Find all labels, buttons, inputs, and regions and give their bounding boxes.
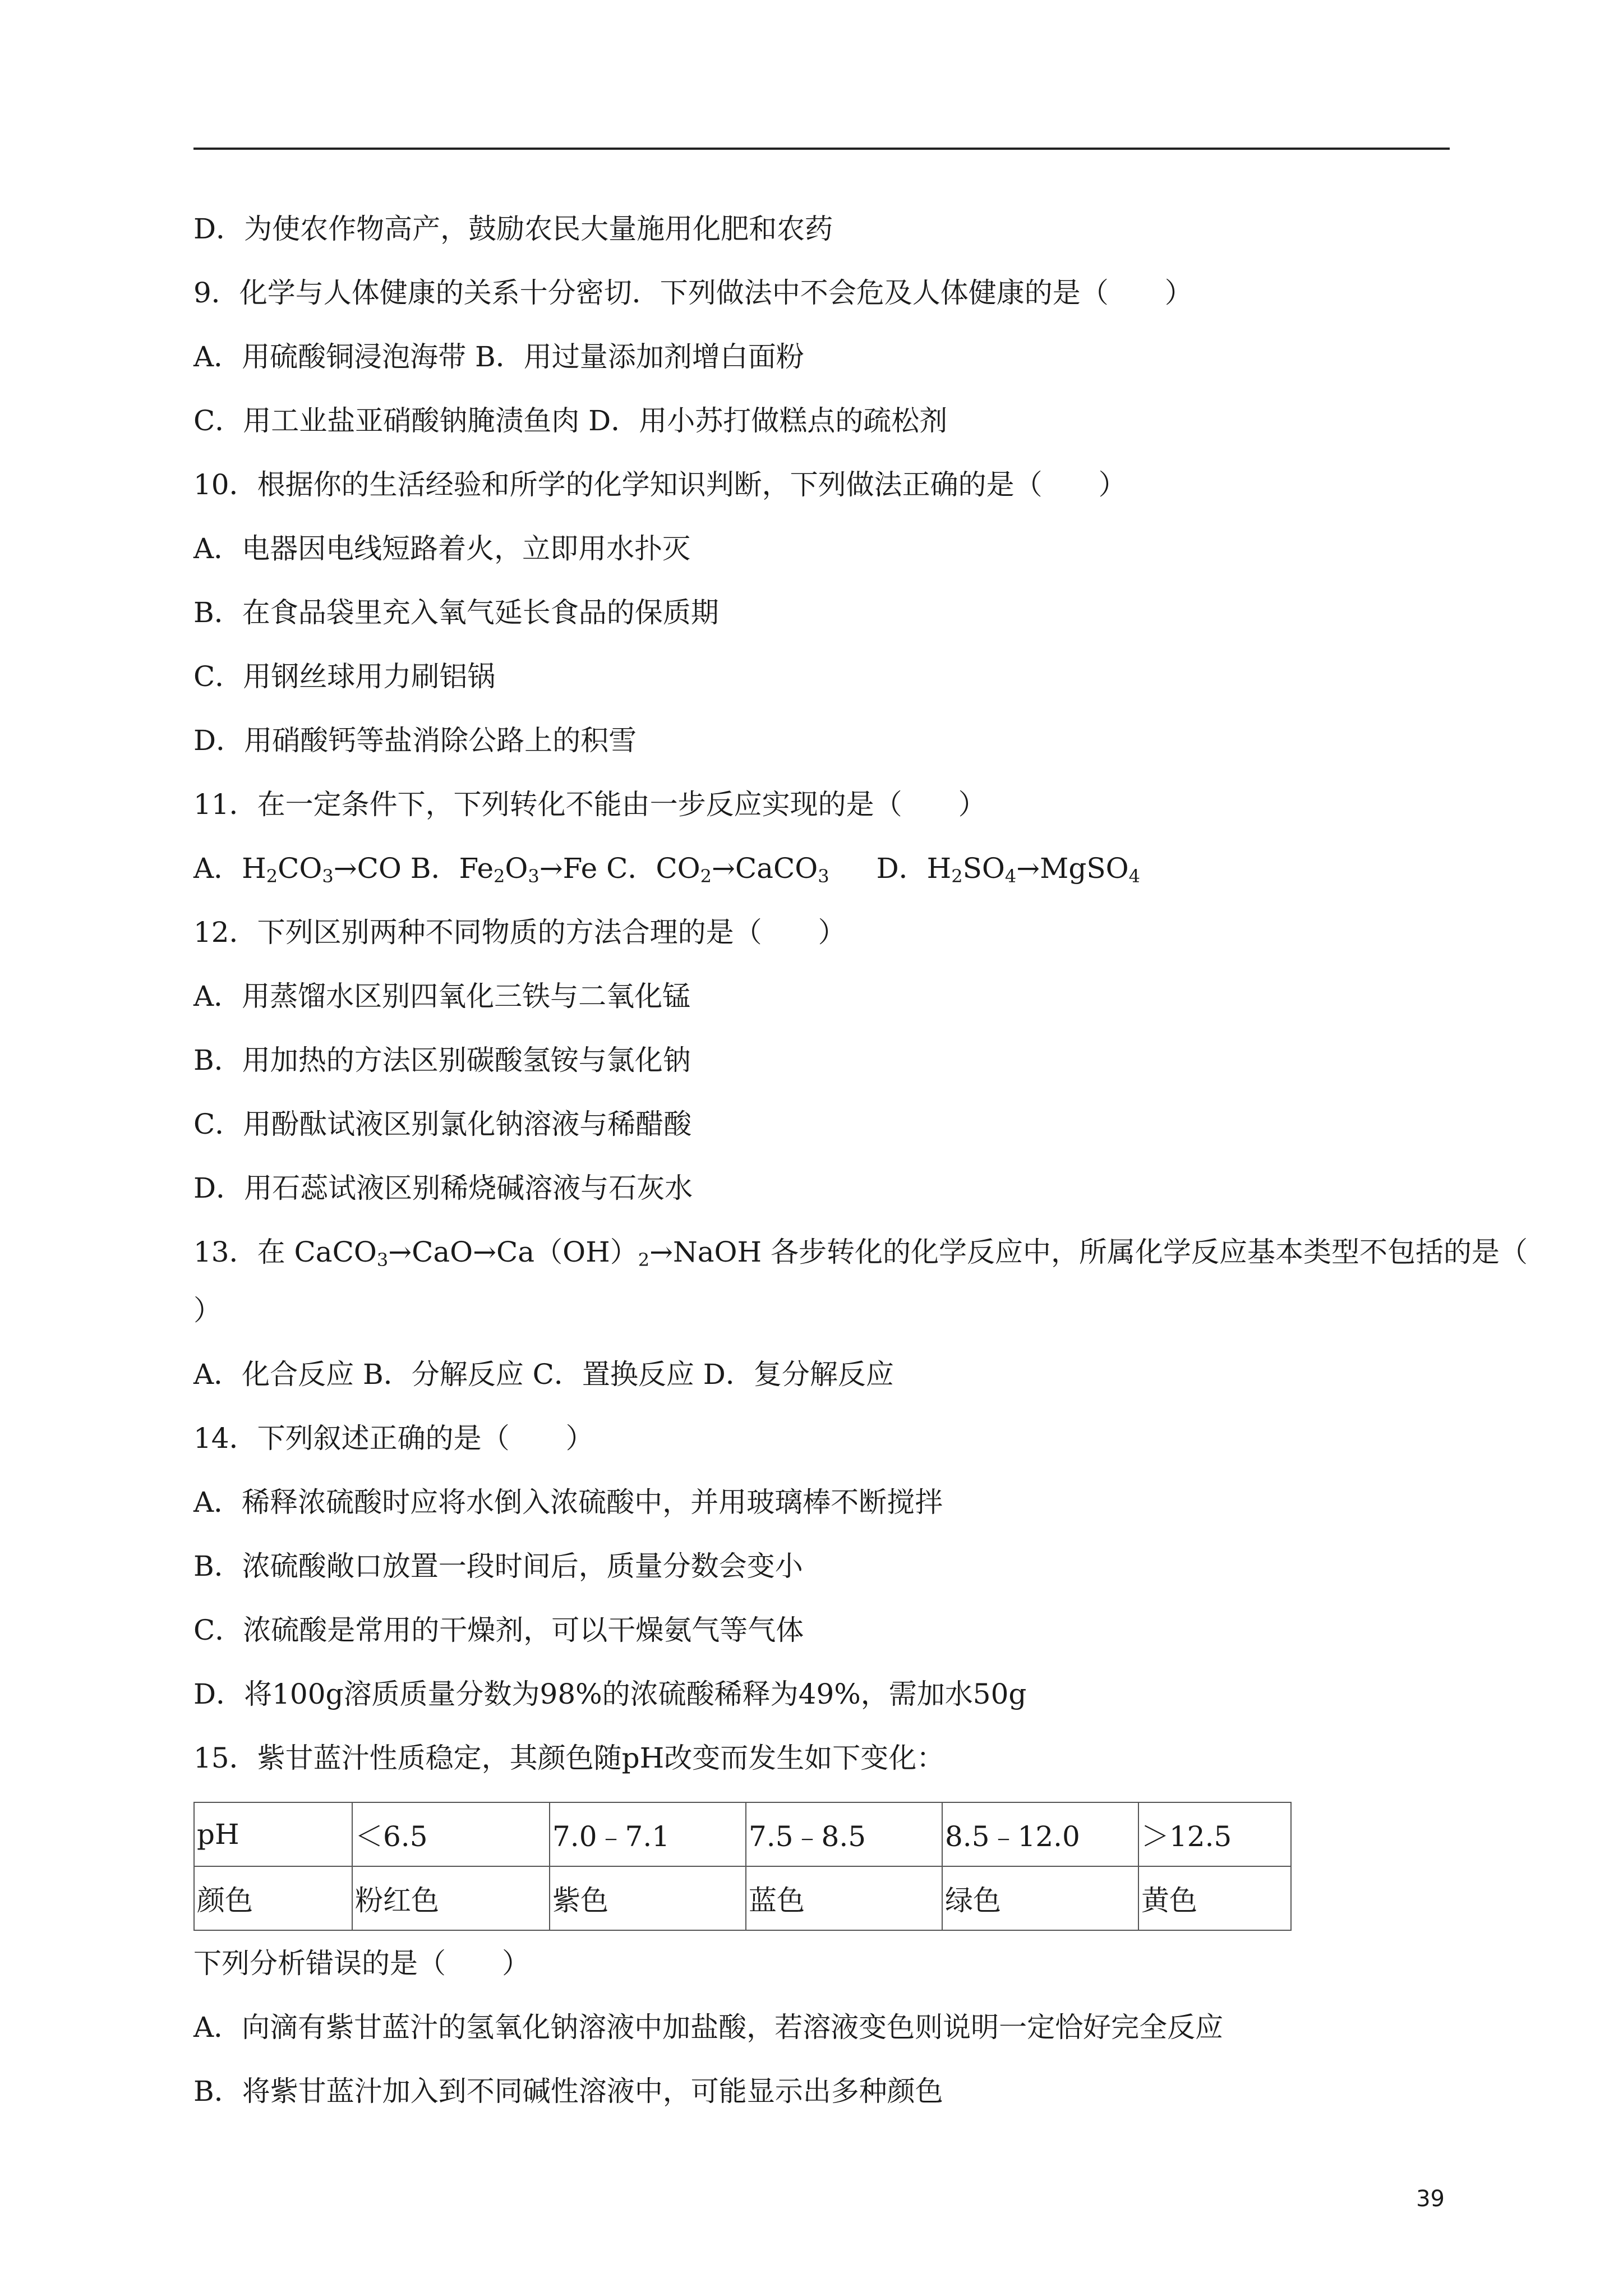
q10-option-d: D．用硝酸钙等盐消除公路上的积雪 xyxy=(193,724,637,757)
table-row xyxy=(194,1866,1291,1930)
q10-option-a: A．电器因电线短路着火，立即用水扑灭 xyxy=(193,532,691,565)
q15-option-a: A．向滴有紫甘蓝汁的氢氧化钠溶液中加盐酸，若溶液变色则说明一定恰好完全反应 xyxy=(193,2011,1224,2044)
q11-option-c: C．$CO_2\to CaCO_3$ xyxy=(597,852,829,887)
q12-option-d: D．用石蕊试液区别稀烧碱溶液与石灰水 xyxy=(193,1172,693,1204)
q9-stem: 9．化学与人体健康的关系十分密切．下列做法中不会危及人体健康的是（ ） xyxy=(193,277,1193,309)
table-cell: 7.5﹣8.5 xyxy=(746,1802,942,1866)
q8-option-d: D．为使农作物高产，鼓励农民大量施用化肥和农药 xyxy=(193,213,833,245)
q10-stem: 10．根据你的生活经验和所学的化学知识判断，下列做法正确的是（ ） xyxy=(193,468,1127,501)
table-cell: pH xyxy=(194,1802,352,1866)
q13-stem-continued: ） xyxy=(193,1294,222,1327)
q14-option-a: A．稀释浓硫酸时应将水倒入浓硫酸中，并用玻璃棒不断搅拌 xyxy=(193,1486,943,1519)
q10-option-b: B．在食品袋里充入氧气延长食品的保质期 xyxy=(193,596,719,629)
table-cell: ＞12.5 xyxy=(1138,1802,1291,1866)
table-cell: 粉红色 xyxy=(352,1866,550,1930)
table-cell: ＜6.5 xyxy=(352,1802,550,1866)
q14-option-b: B．浓硫酸敞口放置一段时间后，质量分数会变小 xyxy=(193,1550,803,1582)
q12-option-c: C．用酚酞试液区别氯化钠溶液与稀醋酸 xyxy=(193,1108,692,1140)
q12-option-a: A．用蒸馏水区别四氧化三铁与二氧化锰 xyxy=(193,980,691,1013)
q13-stem: 13．在 $CaCO_3\to CaO\to Ca(OH)_2\to NaOH$ 各步转化的化学反应中，所属化学反应基本类型不包括的是（ xyxy=(193,1236,1528,1271)
table-cell: 绿色 xyxy=(942,1866,1138,1930)
q14-stem: 14．下列叙述正确的是（ ） xyxy=(193,1422,594,1455)
ph-color-table xyxy=(193,1802,1292,1931)
q11-option-a: A．$H_2CO_3\to CO$ xyxy=(193,852,402,887)
table-cell: 颜色 xyxy=(194,1866,352,1930)
q15-stem: 15．紫甘蓝汁性质稳定，其颜色随pH改变而发生如下变化： xyxy=(193,1742,945,1774)
q9-options-cd: C．用工业盐亚硝酸钠腌渍鱼肉 D．用小苏打做糕点的疏松剂 xyxy=(193,404,948,437)
q10-option-c: C．用钢丝球用力刷铝锅 xyxy=(193,660,496,693)
q9-options-ab: A．用硫酸铜浸泡海带 B．用过量添加剂增白面粉 xyxy=(193,341,804,373)
q13-options: A．化合反应 B．分解反应 C．置换反应 D．复分解反应 xyxy=(193,1358,894,1391)
table-cell: 紫色 xyxy=(550,1866,746,1930)
q11-option-d: D．$H_2SO_4\to MgSO_4$ xyxy=(876,852,1140,887)
table-cell: 7.0﹣7.1 xyxy=(550,1802,746,1866)
q12-stem: 12．下列区别两种不同物质的方法合理的是（ ） xyxy=(193,916,846,949)
q11-stem: 11．在一定条件下，下列转化不能由一步反应实现的是（ ） xyxy=(193,788,986,821)
q14-option-d: D．将100g溶质质量分数为98%的浓硫酸稀释为49%，需加水50g xyxy=(193,1678,1027,1710)
q12-option-b: B．用加热的方法区别碳酸氢铵与氯化钠 xyxy=(193,1044,691,1076)
table-cell: 蓝色 xyxy=(746,1866,942,1930)
table-cell: 8.5﹣12.0 xyxy=(942,1802,1138,1866)
page-number: 39 xyxy=(1416,2186,1445,2212)
header-rule xyxy=(193,148,1450,150)
table-cell: 黄色 xyxy=(1138,1866,1291,1930)
q11-options xyxy=(193,852,1140,893)
q15-sub-stem: 下列分析错误的是（ ） xyxy=(193,1947,530,1980)
q15-option-b: B．将紫甘蓝汁加入到不同碱性溶液中，可能显示出多种颜色 xyxy=(193,2075,943,2108)
q14-option-c: C．浓硫酸是常用的干燥剂，可以干燥氨气等气体 xyxy=(193,1614,804,1646)
q11-option-b: B．$Fe_2O_3\to Fe$ xyxy=(401,852,598,887)
table-row xyxy=(194,1802,1291,1866)
